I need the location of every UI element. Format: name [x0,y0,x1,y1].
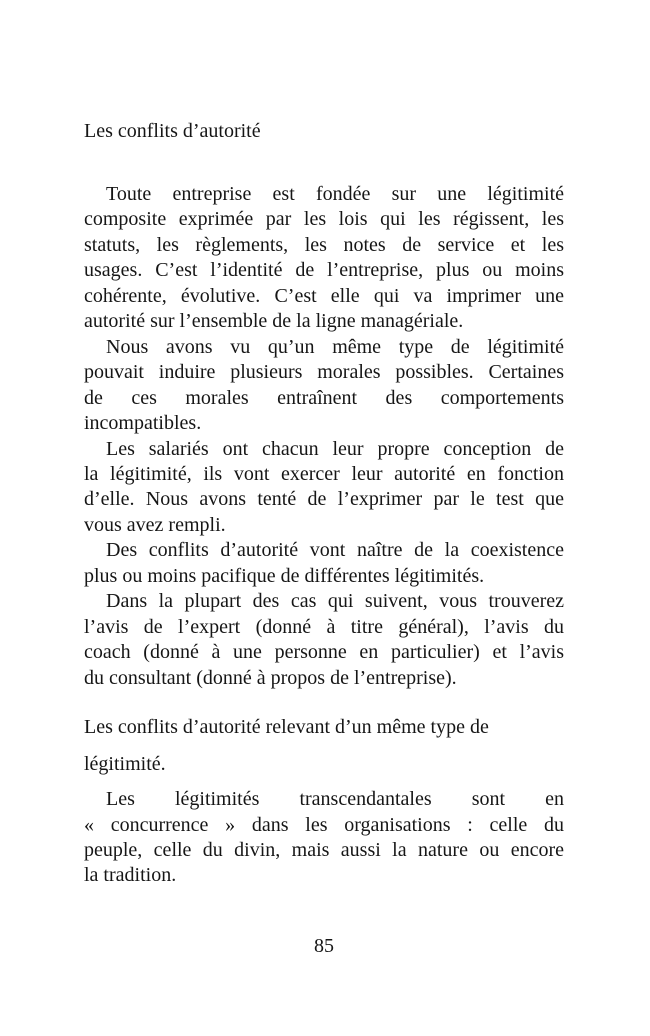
text-line: « concurrence » dans les organisations : celle du [84,813,564,836]
text-line: Des conflits d’autorité vont naître de la coexistence [106,539,564,562]
paragraph [84,437,564,539]
paragraph [84,538,564,589]
text-line: Les salariés ont chacun leur propre conception de [106,437,564,460]
paragraph [84,182,564,335]
text-line: composite exprimée par les lois qui les régissent, les [84,208,564,231]
text-line: la légitimité, ils vont exercer leur autorité en fonction [84,462,564,485]
text-line: cohérente, évolutive. C’est elle qui va imprimer une [84,284,564,307]
text-line: Les légitimités transcendantales sont en [106,788,564,811]
text-line: Toute entreprise est fondée sur une légitimité [106,183,564,205]
text-line: d’elle. Nous avons tenté de l’exprimer par le test que [84,488,564,511]
text-line: plus ou moins pacifique de différentes légitimités. [84,564,485,587]
text-line: de ces morales entraînent des comportements [84,386,564,409]
text-line: statuts, les règlements, les notes de service et les [84,233,564,256]
text-line: pouvait induire plusieurs morales possibles. Certaines [84,361,564,384]
text-line: usages. C’est l’identité de l’entreprise, plus ou moins [84,259,564,282]
text-line: Nous avons vu qu’un même type de légitimité [106,335,564,358]
text-line: peuple, celle du divin, mais aussi la nature ou encore [84,838,564,861]
text-line: Les conflits d’autorité relevant d’un même type de [84,716,489,739]
paragraph [84,335,564,437]
text-line: autorité sur l’ensemble de la ligne managériale. [84,310,464,333]
paragraph [84,589,564,691]
text-line: légitimité. [84,753,166,776]
text-line: Dans la plupart des cas qui suivent, vous trouverez [106,590,564,613]
text-line: du consultant (donné à propos de l’entreprise). [84,666,457,689]
section-1 [84,182,564,691]
text-line: la tradition. [84,864,177,887]
paragraph [84,787,564,889]
page-number: 85 [314,934,334,957]
text-line: vous avez rempli. [84,513,226,536]
text-line: coach (donné à une personne en particulier) et l’avis [84,641,564,664]
section-heading [84,709,564,783]
section-2 [84,787,564,889]
chapter-title: Les conflits d’autorité [84,120,261,142]
text-line: incompatibles. [84,412,202,435]
text-line: l’avis de l’expert (donné à titre général), l’avis du [84,615,564,638]
